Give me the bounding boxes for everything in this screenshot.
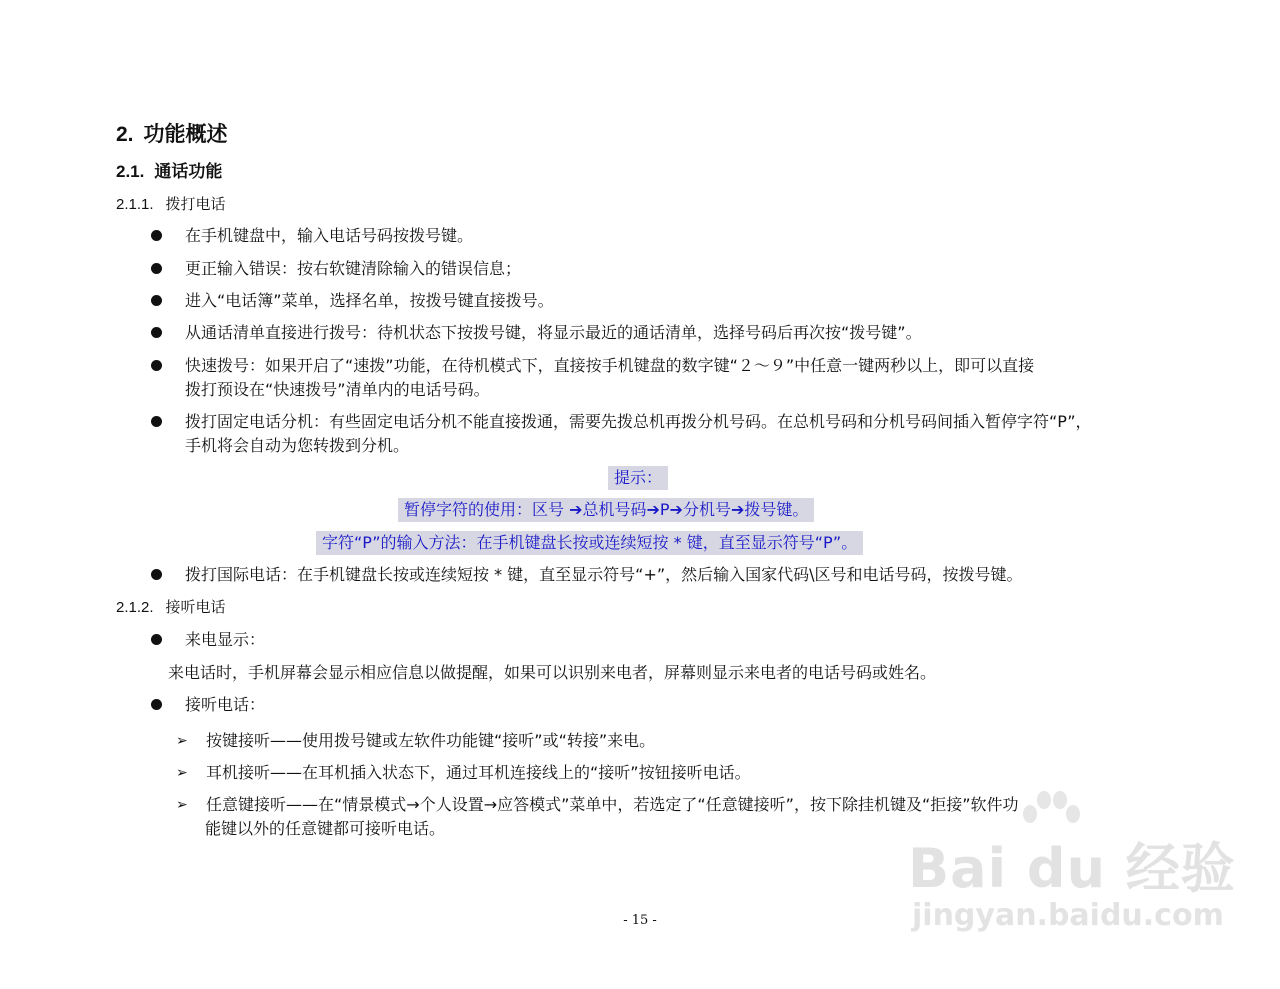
bullet-icon xyxy=(151,569,162,580)
tip-line-2: 字符“P”的输入方法：在手机键盘长按或连续短按 * 键，直至显示符号“P”。 xyxy=(316,531,863,555)
sub-list-item-text: 耳机接听——在耳机插入状态下，通过耳机连接线上的“接听”按钮接听电话。 xyxy=(206,763,751,782)
heading-3-text: 拨打电话 xyxy=(165,195,226,213)
sub-list-item-text: 任意键接听——在“情景模式→个人设置→应答模式”菜单中，若选定了“任意键接听”，按下除挂机键及“拒接”软件功 xyxy=(206,795,1019,814)
list-item-text: 拨打国际电话：在手机键盘长按或连续短按 * 键，直至显示符号“+”，然后输入国家代码\区号和电话号码，按拨号键。 xyxy=(185,565,1023,584)
heading-1-number: 2. xyxy=(116,123,134,146)
bullet-icon xyxy=(151,634,162,645)
paragraph: 来电话时，手机屏幕会显示相应信息以做提醒，如果可以识别来电者，屏幕则显示来电者的电话号码或姓名。 xyxy=(168,663,937,682)
heading-1 xyxy=(116,118,228,148)
bullet-icon xyxy=(151,416,162,427)
list-item-text: 拨打固定电话分机：有些固定电话分机不能直接拨通，需要先拨总机再拨分机号码。在总机号码和分机号码间插入暂停字符“P”， xyxy=(185,412,1092,431)
list-item-text: 从通话清单直接进行拨号：待机状态下按拨号键，将显示最近的通话清单，选择号码后再次按“拨号键”。 xyxy=(185,323,922,342)
watermark-brand: Bai du 经验 xyxy=(908,837,1236,900)
arrow-bullet-icon: ➢ xyxy=(176,733,188,749)
list-item-text: 接听电话： xyxy=(185,695,266,714)
heading-3-number: 2.1.1. xyxy=(116,196,154,213)
bullet-icon xyxy=(151,230,162,241)
bullet-icon xyxy=(151,263,162,274)
list-item-text: 更正输入错误：按右软键清除输入的错误信息； xyxy=(185,259,522,278)
sub-list-item-text: 按键接听——使用拨号键或左软件功能键“接听”或“转接”来电。 xyxy=(206,731,656,750)
page-number: - 15 - xyxy=(623,913,657,928)
heading-2-text: 通话功能 xyxy=(154,162,223,182)
list-item-text: 在手机键盘中，输入电话号码按拨号键。 xyxy=(185,226,474,245)
sub-list-item-continuation: 能键以外的任意键都可接听电话。 xyxy=(205,819,446,838)
bullet-icon xyxy=(151,360,162,371)
heading-3-text: 接听电话 xyxy=(165,598,226,616)
heading-2 xyxy=(116,157,222,182)
heading-2-number: 2.1. xyxy=(116,162,145,181)
tip-title: 提示： xyxy=(608,466,668,490)
heading-1-text: 功能概述 xyxy=(143,122,228,146)
tip-line-1: 暂停字符的使用：区号 ➔总机号码➔P➔分机号➔拨号键。 xyxy=(398,498,814,522)
list-item-text: 来电显示： xyxy=(185,630,266,649)
heading-3-number: 2.1.2. xyxy=(116,599,154,616)
heading-3-answering xyxy=(116,596,226,617)
bullet-icon xyxy=(151,699,162,710)
list-item-continuation: 拨打预设在“快速拨号”清单内的电话号码。 xyxy=(185,380,490,399)
list-item-continuation: 手机将会自动为您转拨到分机。 xyxy=(185,436,410,455)
bullet-icon xyxy=(151,327,162,338)
arrow-bullet-icon: ➢ xyxy=(176,797,188,813)
list-item-text: 进入“电话簿”菜单，选择名单，按拨号键直接拨号。 xyxy=(185,291,554,310)
list-item-text: 快速拨号：如果开启了“速拨”功能，在待机模式下，直接按手机键盘的数字键“２～９”中任意一键两秒以上，即可以直接 xyxy=(185,356,1035,375)
arrow-bullet-icon: ➢ xyxy=(176,765,188,781)
bullet-icon xyxy=(151,295,162,306)
watermark-url: jingyan.baidu.com xyxy=(912,898,1224,933)
heading-3-dialing xyxy=(116,193,226,214)
